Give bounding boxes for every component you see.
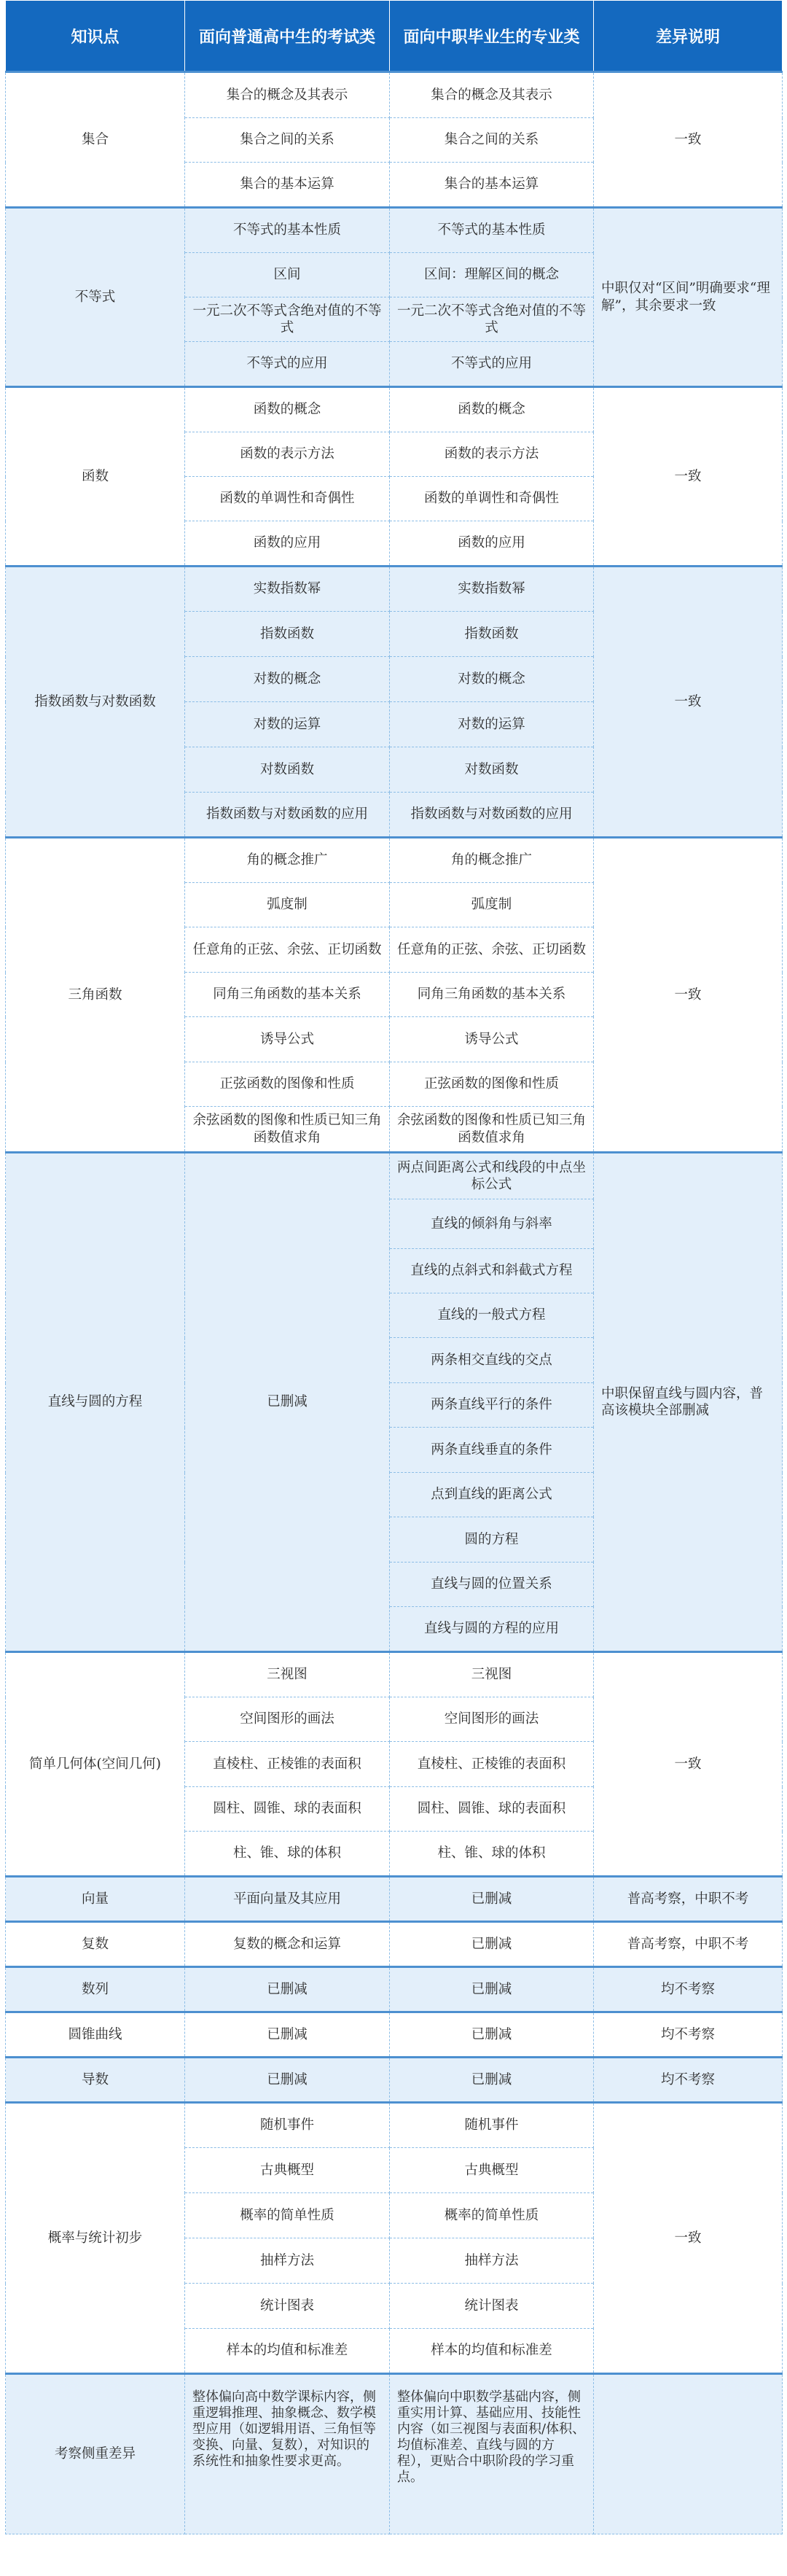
voc-cell: 集合之间的关系 bbox=[390, 118, 594, 163]
hs-cell: 一元二次不等式含绝对值的不等式 bbox=[185, 297, 390, 342]
table-row bbox=[6, 567, 783, 612]
voc-cell: 不等式的应用 bbox=[390, 342, 594, 387]
table-row bbox=[6, 2374, 783, 2534]
voc-cell: 圆柱、圆锥、球的表面积 bbox=[390, 1787, 594, 1832]
diff-cell: 一致 bbox=[594, 387, 783, 567]
voc-cell: 已删减 bbox=[390, 2012, 594, 2058]
voc-cell: 函数的单调性和奇偶性 bbox=[390, 477, 594, 521]
hs-cell: 柱、锥、球的体积 bbox=[185, 1832, 390, 1877]
hs-cell: 集合之间的关系 bbox=[185, 118, 390, 163]
hs-cell: 复数的概念和运算 bbox=[185, 1922, 390, 1967]
topic-cell: 考察侧重差异 bbox=[6, 2374, 185, 2534]
voc-cell: 已删减 bbox=[390, 2058, 594, 2103]
hs-cell: 集合的概念及其表示 bbox=[185, 72, 390, 118]
hs-cell: 对数的运算 bbox=[185, 702, 390, 747]
diff-cell: 均不考察 bbox=[594, 1967, 783, 2012]
voc-cell: 两条直线平行的条件 bbox=[390, 1383, 594, 1428]
voc-cell: 三视图 bbox=[390, 1652, 594, 1697]
voc-cell: 诱导公式 bbox=[390, 1017, 594, 1062]
hs-cell: 函数的单调性和奇偶性 bbox=[185, 477, 390, 521]
hs-cell: 指数函数 bbox=[185, 612, 390, 657]
hs-cell: 已删减 bbox=[185, 2058, 390, 2103]
voc-cell: 直棱柱、正棱锥的表面积 bbox=[390, 1742, 594, 1787]
voc-cell: 柱、锥、球的体积 bbox=[390, 1832, 594, 1877]
topic-cell: 数列 bbox=[6, 1967, 185, 2012]
voc-cell: 同角三角函数的基本关系 bbox=[390, 973, 594, 1017]
topic-cell: 概率与统计初步 bbox=[6, 2103, 185, 2374]
hs-cell: 函数的应用 bbox=[185, 521, 390, 567]
comparison-table bbox=[5, 0, 783, 2534]
table-row bbox=[6, 387, 783, 432]
header-difference-note: 差异说明 bbox=[594, 1, 783, 72]
voc-cell: 不等式的基本性质 bbox=[390, 208, 594, 253]
topic-cell: 复数 bbox=[6, 1922, 185, 1967]
voc-cell: 指数函数 bbox=[390, 612, 594, 657]
hs-cell: 指数函数与对数函数的应用 bbox=[185, 793, 390, 838]
table-row bbox=[6, 2012, 783, 2058]
voc-cell: 两点间距离公式和线段的中点坐标公式 bbox=[390, 1153, 594, 1199]
voc-cell: 直线的点斜式和斜截式方程 bbox=[390, 1249, 594, 1293]
voc-cell: 区间：理解区间的概念 bbox=[390, 253, 594, 297]
voc-cell: 对数的概念 bbox=[390, 657, 594, 702]
hs-cell: 圆柱、圆锥、球的表面积 bbox=[185, 1787, 390, 1832]
hs-cell: 同角三角函数的基本关系 bbox=[185, 973, 390, 1017]
voc-cell: 古典概型 bbox=[390, 2148, 594, 2193]
voc-cell: 任意角的正弦、余弦、正切函数 bbox=[390, 927, 594, 973]
hs-cell: 余弦函数的图像和性质已知三角函数值求角 bbox=[185, 1107, 390, 1153]
voc-cell: 余弦函数的图像和性质已知三角函数值求角 bbox=[390, 1107, 594, 1153]
diff-cell: 中职仅对“区间”明确要求“理解”，其余要求一致 bbox=[594, 208, 783, 387]
diff-cell: 一致 bbox=[594, 1652, 783, 1877]
table-row bbox=[6, 72, 783, 118]
table-row bbox=[6, 208, 783, 253]
voc-cell: 直线与圆的方程的应用 bbox=[390, 1607, 594, 1652]
voc-cell: 两条直线垂直的条件 bbox=[390, 1428, 594, 1473]
diff-cell: 普高考察，中职不考 bbox=[594, 1922, 783, 1967]
hs-cell: 函数的表示方法 bbox=[185, 432, 390, 477]
voc-cell: 已删减 bbox=[390, 1967, 594, 2012]
voc-cell: 圆的方程 bbox=[390, 1517, 594, 1563]
voc-cell: 函数的应用 bbox=[390, 521, 594, 567]
hs-cell: 诱导公式 bbox=[185, 1017, 390, 1062]
hs-cell: 已删减 bbox=[185, 1967, 390, 2012]
hs-cell: 概率的简单性质 bbox=[185, 2193, 390, 2238]
voc-cell: 已删减 bbox=[390, 1877, 594, 1922]
voc-cell: 集合的概念及其表示 bbox=[390, 72, 594, 118]
voc-cell: 统计图表 bbox=[390, 2284, 594, 2329]
topic-cell: 指数函数与对数函数 bbox=[6, 567, 185, 838]
hs-cell: 三视图 bbox=[185, 1652, 390, 1697]
voc-cell: 对数的运算 bbox=[390, 702, 594, 747]
diff-cell: 一致 bbox=[594, 2103, 783, 2374]
hs-cell: 样本的均值和标准差 bbox=[185, 2329, 390, 2374]
hs-cell: 实数指数幂 bbox=[185, 567, 390, 612]
voc-cell: 集合的基本运算 bbox=[390, 163, 594, 208]
voc-cell: 实数指数幂 bbox=[390, 567, 594, 612]
voc-cell: 空间图形的画法 bbox=[390, 1697, 594, 1742]
hs-cell: 集合的基本运算 bbox=[185, 163, 390, 208]
voc-cell: 点到直线的距离公式 bbox=[390, 1473, 594, 1517]
table-row bbox=[6, 838, 783, 883]
table-row bbox=[6, 2103, 783, 2148]
hs-cell: 正弦函数的图像和性质 bbox=[185, 1062, 390, 1107]
hs-cell: 不等式的基本性质 bbox=[185, 208, 390, 253]
hs-cell: 空间图形的画法 bbox=[185, 1697, 390, 1742]
diff-cell: 均不考察 bbox=[594, 2012, 783, 2058]
topic-cell: 向量 bbox=[6, 1877, 185, 1922]
diff-cell bbox=[594, 2374, 783, 2534]
hs-cell: 已删减 bbox=[185, 2012, 390, 2058]
voc-cell: 直线的一般式方程 bbox=[390, 1293, 594, 1338]
diff-cell: 中职保留直线与圆内容，普高该模块全部删减 bbox=[594, 1153, 783, 1652]
diff-cell: 普高考察，中职不考 bbox=[594, 1877, 783, 1922]
hs-cell: 函数的概念 bbox=[185, 387, 390, 432]
hs-cell: 统计图表 bbox=[185, 2284, 390, 2329]
diff-cell: 一致 bbox=[594, 838, 783, 1153]
topic-cell: 函数 bbox=[6, 387, 185, 567]
voc-cell: 一元二次不等式含绝对值的不等式 bbox=[390, 297, 594, 342]
hs-cell: 古典概型 bbox=[185, 2148, 390, 2193]
header-vocational-major: 面向中职毕业生的专业类 bbox=[390, 1, 594, 72]
voc-cell: 抽样方法 bbox=[390, 2238, 594, 2284]
diff-cell: 均不考察 bbox=[594, 2058, 783, 2103]
voc-focus-cell: 整体偏向中职数学基础内容，侧重实用计算、基础应用、技能性内容（如三视图与表面积/体积、均值标准差、直线与圆的方程），更贴合中职阶段的学习重点。 bbox=[390, 2374, 594, 2534]
hs-cell: 对数的概念 bbox=[185, 657, 390, 702]
voc-cell: 弧度制 bbox=[390, 883, 594, 927]
hs-cell: 不等式的应用 bbox=[185, 342, 390, 387]
voc-cell: 样本的均值和标准差 bbox=[390, 2329, 594, 2374]
diff-cell: 一致 bbox=[594, 72, 783, 208]
table-row bbox=[6, 1967, 783, 2012]
voc-cell: 已删减 bbox=[390, 1922, 594, 1967]
hs-cell: 直棱柱、正棱锥的表面积 bbox=[185, 1742, 390, 1787]
voc-cell: 两条相交直线的交点 bbox=[390, 1338, 594, 1383]
table-row bbox=[6, 1153, 783, 1199]
voc-cell: 角的概念推广 bbox=[390, 838, 594, 883]
hs-cell: 抽样方法 bbox=[185, 2238, 390, 2284]
header-high-school-exam: 面向普通高中生的考试类 bbox=[185, 1, 390, 72]
topic-cell: 不等式 bbox=[6, 208, 185, 387]
voc-cell: 函数的概念 bbox=[390, 387, 594, 432]
voc-cell: 函数的表示方法 bbox=[390, 432, 594, 477]
hs-cell: 角的概念推广 bbox=[185, 838, 390, 883]
topic-cell: 圆锥曲线 bbox=[6, 2012, 185, 2058]
header-row bbox=[6, 1, 783, 72]
hs-focus-cell: 整体偏向高中数学课标内容，侧重逻辑推理、抽象概念、数学模型应用（如逻辑用语、三角恒等变换、向量、复数），对知识的系统性和抽象性要求更高。 bbox=[185, 2374, 390, 2534]
hs-cell: 弧度制 bbox=[185, 883, 390, 927]
table-row bbox=[6, 1652, 783, 1697]
hs-cell: 平面向量及其应用 bbox=[185, 1877, 390, 1922]
voc-cell: 正弦函数的图像和性质 bbox=[390, 1062, 594, 1107]
voc-cell: 直线的倾斜角与斜率 bbox=[390, 1199, 594, 1249]
hs-cell: 任意角的正弦、余弦、正切函数 bbox=[185, 927, 390, 973]
hs-cell: 区间 bbox=[185, 253, 390, 297]
topic-cell: 集合 bbox=[6, 72, 185, 208]
voc-cell: 指数函数与对数函数的应用 bbox=[390, 793, 594, 838]
topic-cell: 三角函数 bbox=[6, 838, 185, 1153]
topic-cell: 导数 bbox=[6, 2058, 185, 2103]
diff-cell: 一致 bbox=[594, 567, 783, 838]
table-row bbox=[6, 1922, 783, 1967]
topic-cell: 直线与圆的方程 bbox=[6, 1153, 185, 1652]
table-row bbox=[6, 2058, 783, 2103]
voc-cell: 随机事件 bbox=[390, 2103, 594, 2148]
hs-cell: 对数函数 bbox=[185, 747, 390, 793]
topic-cell: 简单几何体(空间几何) bbox=[6, 1652, 185, 1877]
voc-cell: 概率的简单性质 bbox=[390, 2193, 594, 2238]
header-knowledge-point: 知识点 bbox=[6, 1, 185, 72]
table-row bbox=[6, 1877, 783, 1922]
hs-cell: 随机事件 bbox=[185, 2103, 390, 2148]
hs-cell: 已删减 bbox=[185, 1153, 390, 1652]
voc-cell: 对数函数 bbox=[390, 747, 594, 793]
voc-cell: 直线与圆的位置关系 bbox=[390, 1563, 594, 1607]
